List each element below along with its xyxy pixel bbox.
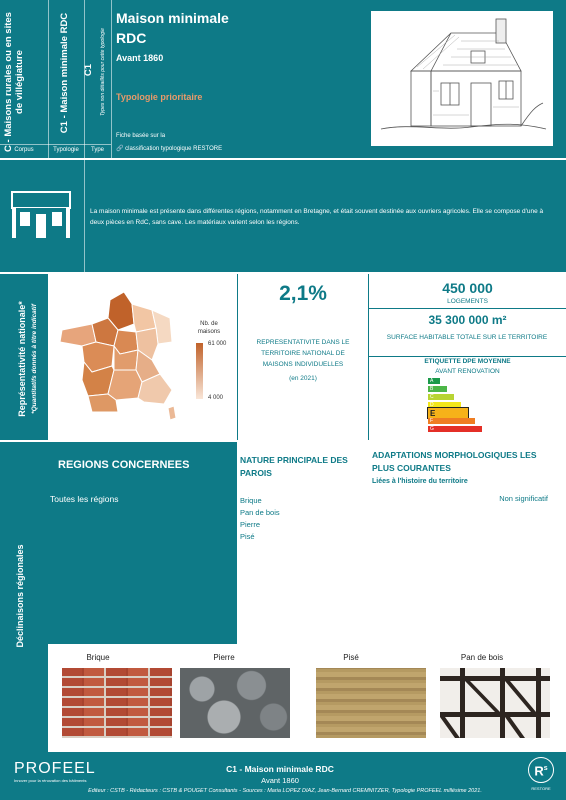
repr-side-title: Représentativité nationale* — [17, 301, 27, 417]
title-line2: RDC — [116, 30, 147, 46]
dpe-bar-d: D — [428, 402, 461, 408]
fiche-line1: Fiche basée sur la — [116, 133, 166, 139]
profeel-logo: PROFEEL — [14, 760, 96, 777]
priority-label: Typologie prioritaire — [116, 92, 203, 102]
restore-sup: s — [543, 765, 548, 772]
regions-value: Toutes les régions — [50, 494, 119, 504]
percent-caption: REPRESENTATIVITE DANS LE TERRITOIRE NATIONAL DE MAISONS INDIVIDUELLES — [256, 339, 350, 368]
paroi-item: Brique — [240, 496, 262, 505]
pierre-texture — [180, 668, 290, 738]
regions-title: REGIONS CONCERNEES — [58, 459, 190, 471]
type-label: Type — [90, 147, 104, 153]
types-note: Types non détaillés pour cette typologie — [100, 28, 106, 116]
dpe-bar-g: G — [428, 426, 482, 432]
regions-box — [48, 442, 237, 644]
period: Avant 1860 — [116, 53, 164, 63]
corpus-label: Corpus — [14, 147, 34, 153]
map-legend-title: Nb. de maisons — [197, 321, 221, 335]
map-legend-max: 61 000 — [208, 341, 227, 347]
profeel-tagline: Innover pour la rénovation des bâtiments — [14, 778, 87, 783]
surface-label: SURFACE HABITABLE TOTALE SUR LE TERRITOIRE — [386, 334, 548, 341]
brique-texture — [62, 668, 172, 738]
paroi-item: Pierre — [240, 520, 261, 529]
house-illustration — [371, 11, 553, 146]
dpe-bar-e: E — [428, 408, 468, 418]
restore-letter: R — [534, 763, 544, 779]
adapt-subtitle: Liées à l'histoire du territoire — [372, 478, 468, 485]
adapt-value: Non significatif — [499, 494, 548, 503]
parois-list — [240, 495, 280, 543]
material-label-pierre: Pierre — [213, 653, 235, 662]
dpe-title: ETIQUETTE DPE MOYENNE — [424, 358, 511, 365]
pan-de-bois-texture — [440, 668, 550, 738]
dpe-bar-a: A — [428, 378, 440, 384]
house-icon — [10, 190, 72, 240]
typologie-vertical: C1 - Maison minimale RDC — [59, 12, 70, 134]
footer-title: C1 - Maison minimale RDC — [226, 764, 334, 774]
map-legend-bar — [196, 343, 203, 399]
link-icon: 🔗 — [116, 146, 126, 152]
dpe-scale — [428, 378, 492, 438]
footer-period: Avant 1860 — [261, 776, 299, 785]
surface-value: 35 300 000 m² — [428, 313, 507, 327]
percent-value: 2,1% — [279, 282, 327, 305]
france-map — [52, 284, 182, 424]
dpe-bar-c: C — [428, 394, 454, 400]
paroi-item: Pan de bois — [240, 508, 280, 517]
paroi-item: Pisé — [240, 532, 255, 541]
map-legend-min: 4 000 — [208, 395, 224, 401]
logements-label: LOGEMENTS — [447, 298, 488, 305]
decl-side-title: Déclinaisons régionales — [15, 544, 25, 648]
material-label-pise: Pisé — [343, 653, 359, 662]
dpe-bar-b: B — [428, 386, 447, 392]
footer-credits: Editeur : CSTB - Rédacteurs : CSTB & POUGET Consultants - Sources : Maria LOPEZ DIAZ, Jean-Bernard CREMNITZER, Typologie PROFEEL millésime 2021. — [88, 788, 482, 794]
restore-label: RESTORE — [531, 786, 551, 791]
title-line1: Maison minimale — [116, 10, 229, 26]
adapt-title: ADAPTATIONS MORPHOLOGIQUES LES PLUS COURANTES — [372, 450, 537, 473]
percent-year: (en 2021) — [289, 375, 317, 382]
restore-badge — [528, 757, 554, 783]
typologie-label: Typologie — [53, 147, 79, 153]
material-label-brique: Brique — [86, 653, 110, 662]
corpus-vertical: C - Maisons rurales ou en sites de villégiature — [3, 12, 25, 152]
parois-title: NATURE PRINCIPALE DES PAROIS — [240, 455, 348, 478]
dpe-bar-f: F — [428, 418, 475, 424]
pise-texture — [316, 668, 426, 738]
dpe-subtitle: AVANT RENOVATION — [435, 368, 500, 375]
type-code: C1 — [83, 63, 94, 77]
description-text: La maison minimale est présente dans différentes régions, notamment en Bretagne, et était souvent destinée aux ouvriers agricoles. Elle se compose d'une à deux pièces en RdC, sans cave. Les matériaux varient selon les régions. — [90, 208, 544, 226]
logements-value: 450 000 — [442, 280, 493, 296]
page-title — [116, 8, 229, 48]
material-label-pan-de-bois: Pan de bois — [460, 653, 504, 662]
fiche-link[interactable]: 🔗 classification typologique RESTORE — [116, 146, 223, 152]
repr-side-note: *Quantitatifs donnés à titre indicatif — [31, 304, 38, 414]
